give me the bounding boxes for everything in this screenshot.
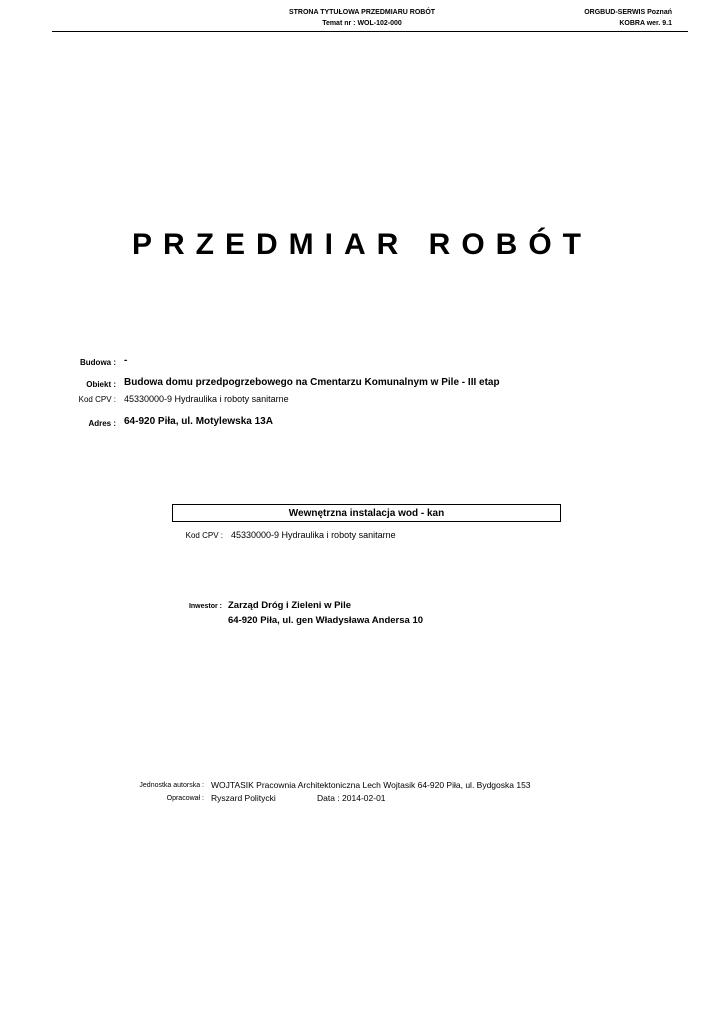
budowa-label: Budowa :	[80, 358, 116, 367]
date-text: Data : 2014-02-01	[317, 793, 386, 803]
obiekt-label: Obiekt :	[86, 380, 116, 389]
header-divider	[52, 31, 688, 32]
author-label: Jednostka autorska :	[139, 782, 204, 789]
kodcpv-value: 45330000-9 Hydraulika i roboty sanitarne	[124, 394, 289, 404]
prepared-value: Ryszard Politycki	[211, 793, 276, 803]
author-value: WOJTASIK Pracownia Architektoniczna Lech Wojtasik 64-920 Piła, ul. Bydgoska 153	[211, 780, 531, 790]
header-software-version: KOBRA wer. 9.1	[619, 20, 672, 27]
adres-label: Adres :	[88, 419, 116, 428]
section-title-box	[172, 504, 561, 522]
investor-label: Inwestor :	[188, 603, 222, 610]
kodcpv-label: Kod CPV :	[78, 395, 116, 404]
section-kodcpv-label: Kod CPV :	[185, 531, 223, 540]
page-title: PRZEDMIAR ROBÓT	[132, 228, 592, 261]
header-company: ORGBUD-SERWIS Poznań	[584, 9, 672, 16]
investor-address: 64-920 Piła, ul. gen Władysława Andersa 10	[228, 615, 424, 626]
adres-value: 64-920 Piła, ul. Motylewska 13A	[124, 416, 273, 427]
investor-name: Zarząd Dróg i Zieleni w Pile	[228, 600, 351, 611]
prepared-label: Opracował :	[166, 795, 204, 802]
budowa-value: -	[124, 355, 128, 366]
header-doc-type: STRONA TYTUŁOWA PRZEDMIARU ROBÓT	[288, 9, 436, 16]
header-topic-number: Temat nr : WOL-102-000	[322, 20, 402, 27]
section-title: Wewnętrzna instalacja wod - kan	[288, 507, 445, 519]
section-kodcpv-value: 45330000-9 Hydraulika i roboty sanitarne	[231, 530, 396, 540]
obiekt-value: Budowa domu przedpogrzebowego na Cmentarzu Komunalnym w Pile - III etap	[124, 377, 500, 388]
